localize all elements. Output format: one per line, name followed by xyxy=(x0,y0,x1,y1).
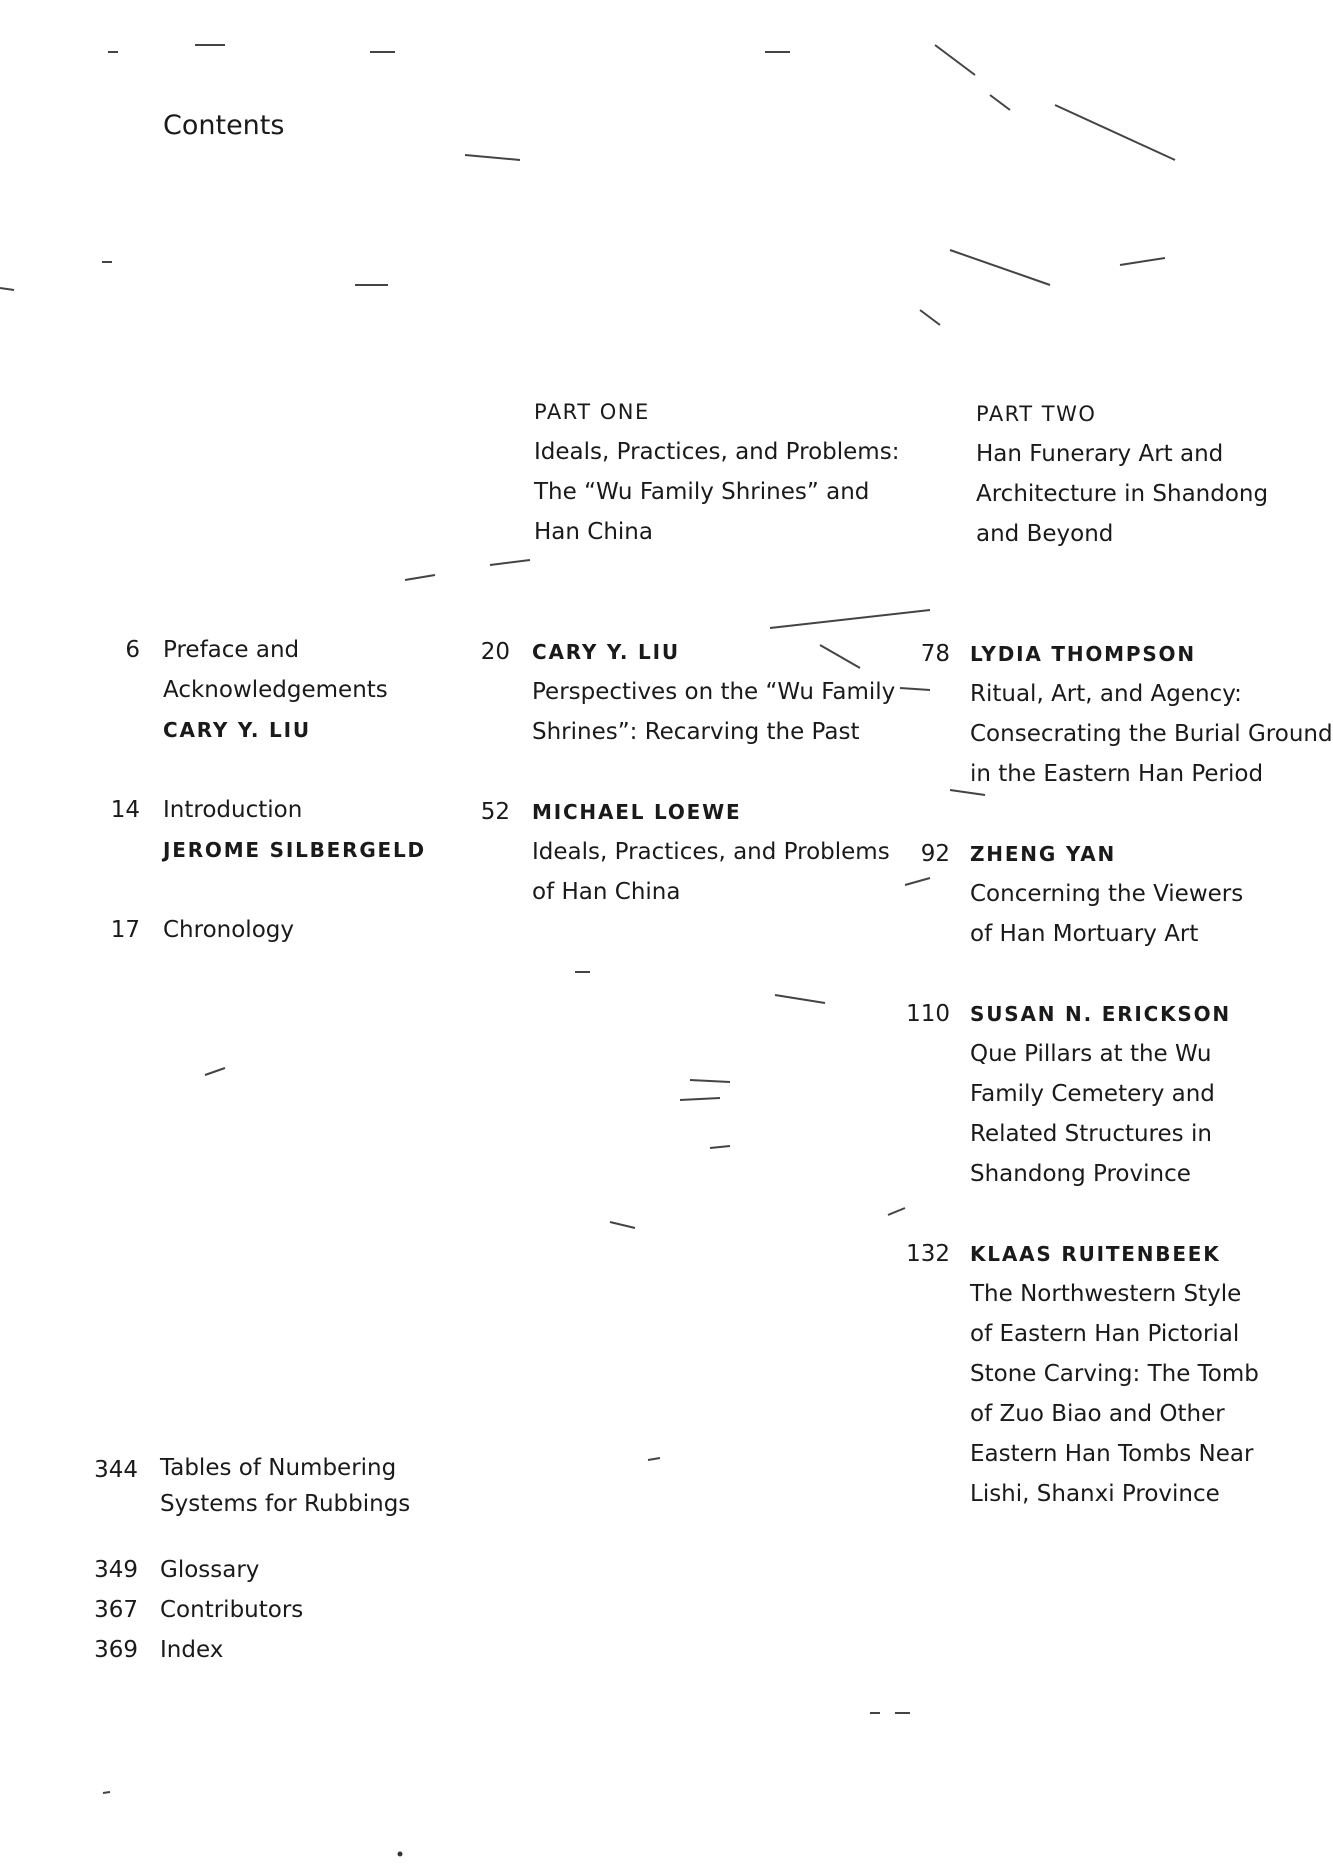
page-title: Contents xyxy=(163,110,285,141)
entry-author: JEROME SILBERGELD xyxy=(163,838,426,862)
entry-author: LYDIA THOMPSON xyxy=(970,642,1196,666)
page-number: 92 xyxy=(920,841,950,867)
entry-author: CARY Y. LIU xyxy=(532,640,680,664)
entry-title-line: Acknowledgements xyxy=(163,677,388,703)
part-one-subtitle-line: Han China xyxy=(534,519,653,545)
part-one-subtitle-line: The “Wu Family Shrines” and xyxy=(534,479,870,505)
entry-title-line: Concerning the Viewers xyxy=(970,881,1244,907)
entry-title-line: of Eastern Han Pictorial xyxy=(970,1321,1240,1347)
entry-title-line: Chronology xyxy=(163,917,294,943)
page-number: 78 xyxy=(920,641,950,667)
part-one-heading: PART ONE xyxy=(534,400,650,424)
entry-title-line: Related Structures in xyxy=(970,1121,1212,1147)
entry-title-line: Systems for Rubbings xyxy=(160,1491,411,1517)
page-number: 20 xyxy=(480,639,510,665)
page-number: 17 xyxy=(110,917,140,943)
entry-title-line: of Han China xyxy=(532,879,681,905)
part-one-subtitle-line: Ideals, Practices, and Problems: xyxy=(534,439,900,465)
page-number: 14 xyxy=(110,797,140,823)
page-number: 110 xyxy=(906,1001,950,1027)
page-number: 344 xyxy=(94,1457,138,1483)
page-number: 349 xyxy=(94,1557,138,1583)
entry-title-line: Consecrating the Burial Ground xyxy=(970,721,1333,747)
entry-title-line: Preface and xyxy=(163,637,300,663)
page-number: 132 xyxy=(906,1241,950,1267)
page-number: 367 xyxy=(94,1597,138,1623)
entry-title-line: Ritual, Art, and Agency: xyxy=(970,681,1242,707)
entry-title-line: Introduction xyxy=(163,797,303,823)
part-two-subtitle-line: Architecture in Shandong xyxy=(976,481,1269,507)
entry-title-line: Stone Carving: The Tomb xyxy=(970,1361,1259,1387)
page-number: 52 xyxy=(480,799,510,825)
entry-title-line: Ideals, Practices, and Problems xyxy=(532,839,890,865)
entry-title-line: Family Cemetery and xyxy=(970,1081,1215,1107)
entry-title-line: Shrines”: Recarving the Past xyxy=(532,719,860,745)
entry-title-line: of Han Mortuary Art xyxy=(970,921,1199,947)
entry-author: KLAAS RUITENBEEK xyxy=(970,1242,1221,1266)
entry-author: SUSAN N. ERICKSON xyxy=(970,1002,1231,1026)
part-two-subtitle-line: Han Funerary Art and xyxy=(976,441,1224,467)
entry-title-line: Contributors xyxy=(160,1597,304,1623)
entry-author: CARY Y. LIU xyxy=(163,718,311,742)
entry-title-line: Perspectives on the “Wu Family xyxy=(532,679,896,705)
entry-title-line: Index xyxy=(160,1637,224,1663)
entry-title-line: Tables of Numbering xyxy=(160,1455,397,1481)
entry-title-line: The Northwestern Style xyxy=(970,1281,1242,1307)
part-two-heading: PART TWO xyxy=(976,402,1097,426)
page-number: 369 xyxy=(94,1637,138,1663)
page-number: 6 xyxy=(125,637,140,663)
entry-title-line: Que Pillars at the Wu xyxy=(970,1041,1212,1067)
entry-author: ZHENG YAN xyxy=(970,842,1117,866)
entry-title-line: in the Eastern Han Period xyxy=(970,761,1264,787)
entry-title-line: Lishi, Shanxi Province xyxy=(970,1481,1220,1507)
entry-title-line: Shandong Province xyxy=(970,1161,1191,1187)
entry-author: MICHAEL LOEWE xyxy=(532,800,742,824)
entry-title-line: of Zuo Biao and Other xyxy=(970,1401,1225,1427)
entry-title-line: Eastern Han Tombs Near xyxy=(970,1441,1254,1467)
entry-title-line: Glossary xyxy=(160,1557,260,1583)
part-two-subtitle-line: and Beyond xyxy=(976,521,1114,547)
